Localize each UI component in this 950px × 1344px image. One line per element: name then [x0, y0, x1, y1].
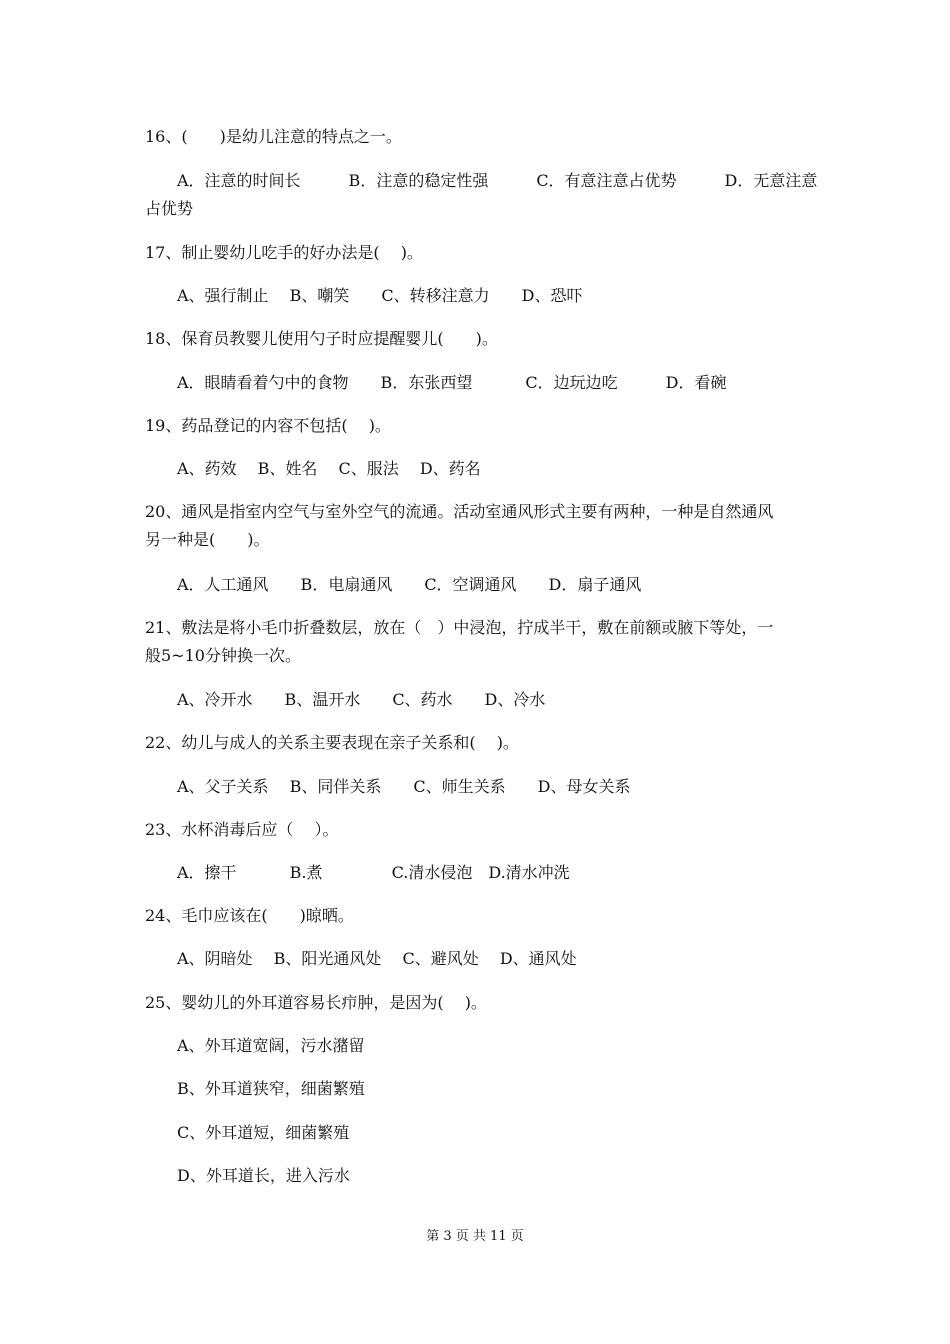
question-20-options: A．人工通风 B．电扇通风 C．空调通风 D．扇子通风 — [177, 575, 642, 594]
question-25-option-a: A、外耳道宽阔，污水潴留 — [177, 1036, 365, 1055]
question-17-stem: 17、制止婴幼儿吃手的好办法是( )。 — [145, 243, 423, 262]
question-18-stem: 18、保育员教婴儿使用勺子时应提醒婴儿( )。 — [145, 329, 498, 348]
question-22-options: A、父子关系 B、同伴关系 C、师生关系 D、母女关系 — [177, 777, 631, 796]
question-25-option-c: C、外耳道短，细菌繁殖 — [177, 1123, 350, 1142]
question-24-options: A、阴暗处 B、阳光通风处 C、避风处 D、通风处 — [177, 949, 577, 968]
question-21-stem: 21、敷法是将小毛巾折叠数层，放在（ ）中浸泡，拧成半干，敷在前额或腋下等处，一 — [145, 618, 774, 637]
question-24-stem: 24、毛巾应该在( )晾晒。 — [145, 906, 354, 925]
question-23-stem: 23、水杯消毒后应（ ）。 — [145, 820, 339, 839]
question-25-stem: 25、婴幼儿的外耳道容易长疖肿，是因为( )。 — [145, 993, 487, 1012]
question-21-stem-cont: 般5~10分钟换一次。 — [145, 646, 301, 665]
question-20-stem-cont: 另一种是( )。 — [145, 530, 270, 549]
question-16-options-cont: 占优势 — [145, 199, 194, 218]
question-25-option-b: B、外耳道狭窄，细菌繁殖 — [177, 1079, 365, 1098]
question-19-stem: 19、药品登记的内容不包括( )。 — [145, 416, 391, 435]
question-19-options: A、药效 B、姓名 C、服法 D、药名 — [177, 459, 481, 478]
question-16-stem: 16、( )是幼儿注意的特点之一。 — [145, 127, 402, 146]
question-22-stem: 22、幼儿与成人的关系主要表现在亲子关系和( )。 — [145, 733, 519, 752]
question-23-options: A．擦干 B.煮 C.清水侵泡 D.清水冲洗 — [177, 863, 570, 882]
question-20-stem: 20、通风是指室内空气与室外空气的流通。活动室通风形式主要有两种，一种是自然通风 — [145, 502, 774, 521]
question-17-options: A、强行制止 B、嘲笑 C、转移注意力 D、恐吓 — [177, 286, 583, 305]
question-16-options: A．注意的时间长 B．注意的稳定性强 C．有意注意占优势 D．无意注意 — [177, 171, 818, 190]
question-25-option-d: D、外耳道长，进入污水 — [177, 1166, 350, 1185]
page-number: 第 3 页 共 11 页 — [426, 1229, 524, 1244]
question-21-options: A、冷开水 B、温开水 C、药水 D、冷水 — [177, 690, 546, 709]
question-18-options: A．眼睛看着勺中的食物 B．东张西望 C．边玩边吃 D．看碗 — [177, 373, 727, 392]
